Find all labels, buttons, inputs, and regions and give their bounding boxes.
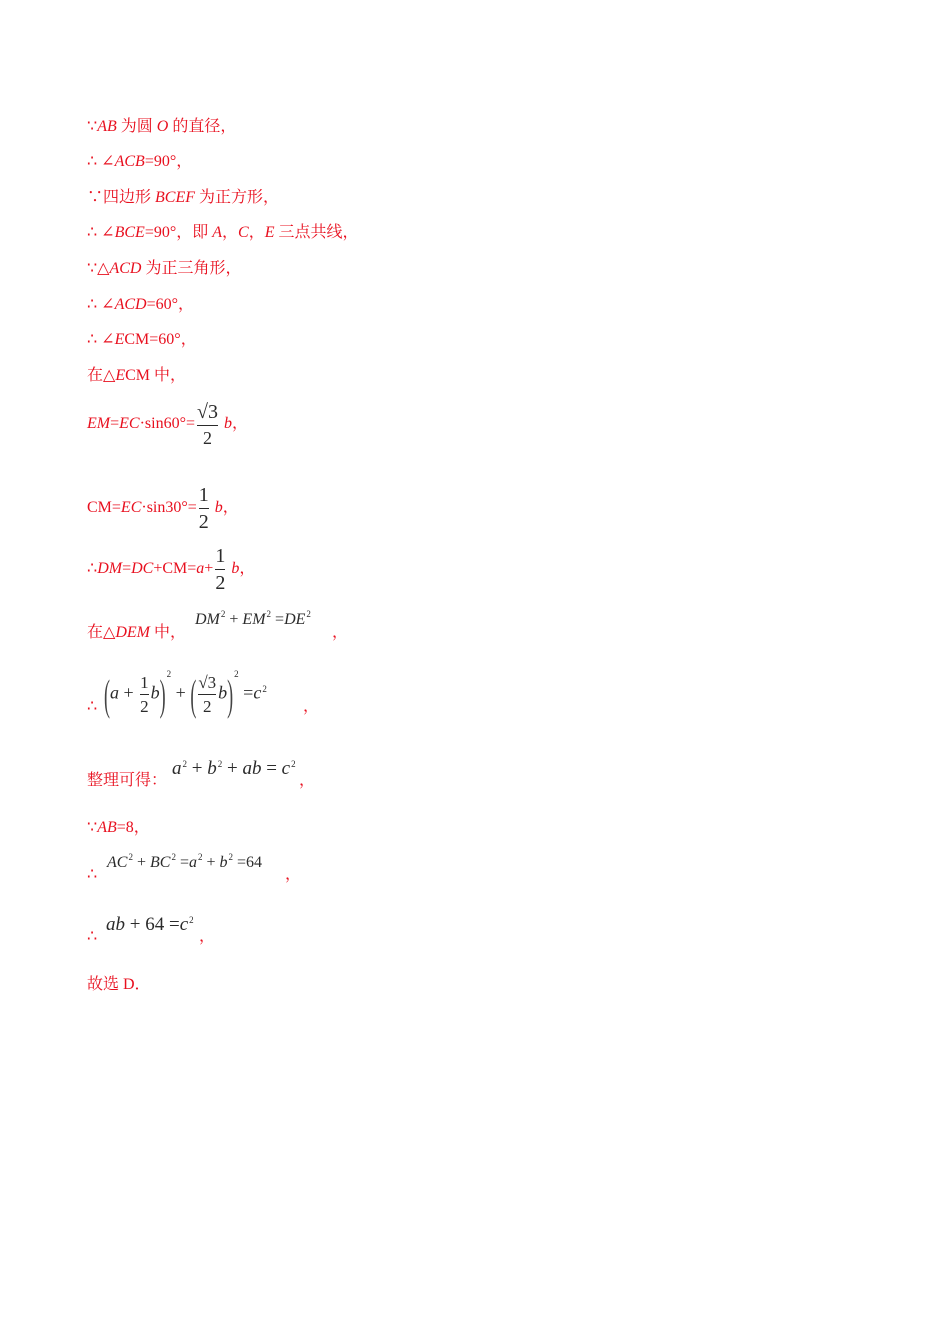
therefore-symbol: ∴ — [87, 560, 98, 578]
equation-simplified — [172, 759, 296, 778]
operator: + — [225, 611, 243, 628]
step-simplify — [87, 773, 167, 789]
text: = — [122, 560, 132, 578]
point-e: E — [115, 367, 126, 384]
operator: + — [202, 854, 220, 871]
right-paren: ) — [159, 670, 166, 719]
text: ， — [248, 224, 265, 241]
term: b — [218, 682, 228, 703]
exponent: 2 — [220, 609, 226, 619]
therefore-angle: ∴ ∠ — [87, 224, 115, 241]
angle-bce: BCE — [114, 224, 145, 241]
var-b: b — [231, 560, 240, 578]
numerator: 1 — [198, 484, 209, 506]
equation-expanded-pythagoras — [104, 668, 267, 719]
fraction-1-over-2 — [215, 546, 225, 593]
right-paren: ) — [227, 670, 234, 719]
therefore-angle: ∴ ∠ — [87, 331, 115, 348]
point-o: O — [156, 118, 169, 135]
therefore-symbol — [87, 699, 97, 715]
triangle-acd: ACD — [109, 260, 142, 277]
text: ， — [232, 415, 249, 433]
step-em-formula — [87, 402, 248, 447]
term: a — [188, 854, 197, 871]
because-symbol: ∵ — [87, 118, 98, 135]
fraction-bar — [199, 508, 209, 509]
equation-sum-squares-64 — [107, 852, 263, 871]
text: ∴ — [87, 698, 98, 715]
text: ， — [299, 772, 316, 789]
text: CM 中， — [125, 367, 186, 384]
text: ∴ — [87, 866, 98, 883]
text: =90°，即 — [144, 224, 213, 241]
text: CM= — [87, 499, 121, 517]
point-e: E — [264, 224, 275, 241]
operator: + — [119, 682, 139, 703]
term: b — [207, 758, 217, 779]
fraction-bar — [198, 694, 216, 695]
numerator: 1 — [140, 673, 149, 692]
point-c: C — [238, 224, 249, 241]
text: 整理可得： — [87, 772, 168, 789]
numerator: √3 — [198, 673, 217, 692]
term: b — [219, 854, 228, 871]
exponent: 2 — [234, 668, 239, 679]
term: ab — [242, 758, 262, 779]
step-ecm-60 — [87, 332, 197, 348]
text: 为圆 — [116, 118, 157, 135]
step-equilateral-acd — [87, 261, 242, 277]
exponent: 2 — [182, 759, 187, 769]
left-paren: ( — [190, 670, 197, 719]
comma — [303, 699, 319, 715]
therefore-symbol — [87, 867, 97, 883]
text: 为正三角形， — [141, 260, 242, 277]
numerator: √3 — [197, 401, 218, 423]
therefore-symbol — [87, 929, 97, 945]
step-acb-90 — [87, 154, 192, 170]
denominator: 2 — [198, 511, 209, 533]
text: 为正方形， — [195, 189, 280, 206]
var-b: b — [214, 499, 223, 517]
text: 在△ — [87, 624, 116, 641]
term: BC — [149, 854, 171, 871]
term: DM — [195, 611, 220, 628]
quad-bcef: BCEF — [155, 189, 196, 206]
term: c — [253, 682, 262, 703]
comma — [199, 929, 215, 945]
segment-dm: DM — [97, 560, 123, 578]
exponent: 2 — [171, 852, 176, 862]
because-symbol: ∵ — [87, 819, 98, 836]
text: =8， — [116, 819, 150, 836]
segment-ec: EC — [119, 415, 140, 433]
therefore-angle: ∴ ∠ — [87, 153, 115, 170]
exponent: 2 — [266, 609, 272, 619]
text: = — [110, 415, 120, 433]
step-in-triangle-ecm — [87, 368, 186, 384]
fraction-bar — [197, 425, 218, 426]
segment-em: EM — [87, 415, 111, 433]
text: 的直径， — [168, 118, 237, 135]
text: 在△ — [87, 367, 116, 384]
term: c — [281, 758, 291, 779]
angle-acb: ACB — [114, 153, 145, 170]
therefore-angle: ∴ ∠ — [87, 296, 115, 313]
segment-ec: EC — [120, 499, 142, 517]
denominator: 2 — [215, 572, 226, 594]
segment-ab: AB — [97, 819, 117, 836]
fraction-1-over-2 — [199, 485, 209, 532]
operator: + — [132, 854, 150, 871]
text: ， — [199, 928, 216, 945]
comma — [332, 625, 348, 641]
operator: = — [238, 682, 254, 703]
exponent: 2 — [306, 609, 311, 619]
answer-choice-d — [87, 977, 151, 993]
operator: + — [187, 758, 208, 779]
text: ·sin30°= — [141, 499, 197, 517]
term: EM — [242, 611, 266, 628]
triangle-dem: DEM — [115, 624, 150, 641]
fraction-1-over-2 — [140, 674, 149, 715]
text: =60°， — [146, 296, 195, 313]
text: 故选 D． — [87, 976, 151, 993]
segment-ab: AB — [97, 118, 117, 135]
numerator: 1 — [215, 545, 226, 567]
comma — [299, 773, 315, 789]
step-dm-formula — [87, 546, 255, 593]
text: ∵△ — [87, 260, 110, 277]
angle-acd: ACD — [114, 296, 147, 313]
text: ， — [222, 224, 239, 241]
denominator: 2 — [203, 428, 212, 448]
operator: + — [222, 758, 243, 779]
denominator: 2 — [202, 697, 212, 716]
exponent: 2 — [189, 915, 194, 925]
term: c — [179, 914, 189, 935]
text: 三点共线， — [274, 224, 359, 241]
equation-final — [106, 915, 194, 934]
fraction-sqrt3-over-2 — [198, 674, 216, 715]
step-ab-equals-8 — [87, 820, 150, 836]
operator: =64 — [233, 854, 263, 871]
exponent: 2 — [228, 852, 233, 862]
fraction-bar — [215, 569, 225, 570]
operator: + — [171, 682, 191, 703]
term: ab — [106, 914, 125, 935]
denominator: 2 — [140, 697, 149, 716]
text: ， — [239, 560, 256, 578]
step-bce-90-collinear — [87, 225, 359, 241]
text: ∵四边形 — [87, 189, 156, 206]
text: ， — [285, 866, 302, 883]
left-paren: ( — [104, 670, 110, 719]
text: ， — [222, 499, 239, 517]
term: b — [150, 682, 160, 703]
text: ∴ — [87, 928, 98, 945]
term: a — [110, 682, 119, 703]
operator: + 64 = — [125, 914, 180, 935]
comma — [285, 867, 301, 883]
fraction-sqrt3-over-2 — [197, 402, 218, 447]
segment-dc: DC — [131, 560, 154, 578]
step-ab-diameter — [87, 119, 236, 135]
point-a: A — [212, 224, 223, 241]
exponent: 2 — [291, 759, 296, 769]
step-cm-formula — [87, 485, 239, 532]
fraction-bar — [140, 694, 149, 695]
exponent: 2 — [166, 668, 172, 679]
step-acd-60 — [87, 297, 194, 313]
term: DE — [284, 611, 306, 628]
exponent: 2 — [217, 759, 223, 769]
operator: = — [175, 854, 189, 871]
exponent: 2 — [128, 852, 133, 862]
text: + — [204, 560, 214, 578]
text: =90°， — [144, 153, 193, 170]
text: 中， — [149, 624, 186, 641]
term: AC — [107, 854, 128, 871]
point-e: E — [114, 331, 125, 348]
exponent: 2 — [262, 683, 267, 694]
step-in-triangle-dem — [87, 625, 186, 641]
var-a: a — [196, 560, 205, 578]
step-square-bcef — [87, 190, 279, 206]
operator: = — [261, 758, 282, 779]
text: +CM= — [153, 560, 197, 578]
text: CM=60°， — [124, 331, 197, 348]
text: ， — [332, 624, 349, 641]
equation-pythagoras-dem — [195, 609, 311, 628]
exponent: 2 — [197, 852, 203, 862]
var-b: b — [224, 415, 232, 433]
operator: = — [271, 611, 285, 628]
term: a — [172, 758, 182, 779]
text: ， — [303, 698, 320, 715]
text: ·sin60°= — [139, 415, 196, 433]
